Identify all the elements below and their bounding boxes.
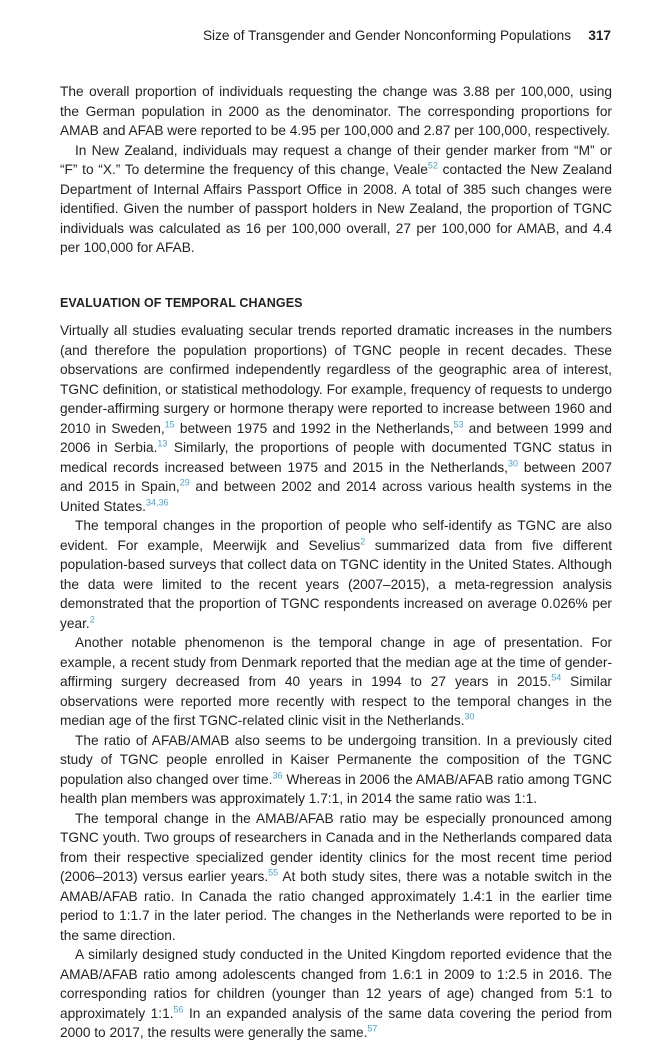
reference-link[interactable]: 54 [551,672,562,683]
paragraph-text: The ratio of AFAB/AMAB also seems to be undergoing transition. In a previously cited study of TGNC people enrolled in Kaiser Permanente the composition of the TGNC population also changed over time. [60,732,612,787]
paragraph-text: and between 2002 and 2014 across various health systems in the United States. [60,479,612,514]
paragraph-text: Similarly, the proportions of people with documented TGNC status in medical records increased between 1975 and 2015 in the Netherlands, [60,440,612,475]
page-number: 317 [588,28,611,43]
article-body [60,82,612,1043]
reference-link[interactable]: 30 [507,457,518,468]
paragraph-text: At both study sites, there was a notable switch in the AMAB/AFAB ratio. In Canada the ratio changed approximately 1.4:1 in the earlier time period to 1:1.7 in the later period. The changes in the Netherlands were reported to be in the same direction. [60,869,612,943]
paragraph-ratio-transition [60,731,612,809]
paragraph-text: In an expanded analysis of the same data covering the period from 2000 to 2017, the results were generally the same. [60,1005,612,1040]
paragraph-new-zealand [60,141,612,258]
paragraph-text: The overall proportion of individuals requesting the change was 3.88 per 100,000, using the German population in 2000 as the denominator. The corresponding proportions for AMAB and AFAB were reported to be 4.95 per 100,000 and 2.87 per 100,000, respectively. [60,84,612,138]
paragraph-text: Similar observations were reported more recently with respect to the temporal changes in the median age of the first TGNC-related clinic visit in the Netherlands. [60,674,612,728]
paragraph-text: A similarly designed study conducted in the United Kingdom reported evidence that the AMAB/AFAB ratio among adolescents changed from 1.6:1 in 2009 to 1:2.5 in 2016. The corresponding ratios for children (younger than 12 years of age) changed from 5:1 to approximately 1:1. [60,947,612,1021]
paragraph-text: Virtually all studies evaluating secular trends reported dramatic increases in the numbers (and therefore the population proportions) of TGNC people in recent decades. These observations are confirmed independently regardless of the geographic area of interest, TGNC definition, or statistical methodology. For example, frequency of requests to undergo gender-affirming surgery or hormone therapy were reported to increase between 1960 and 2010 in Sweden, [60,323,612,436]
reference-link[interactable]: 36 [272,769,283,780]
reference-link[interactable]: 56 [173,1003,184,1014]
running-title: Size of Transgender and Gender Nonconforming Populations [202,28,571,43]
reference-link[interactable]: 53 [453,418,464,429]
paragraph-age-presentation [60,633,612,731]
paragraph-text: Another notable phenomenon is the temporal change in age of presentation. For example, a recent study from Denmark reported that the median age at the time of gender-affirming surgery decreased from 40 years in 1994 to 27 years in 2015. [60,635,612,689]
reference-link[interactable]: 2 [89,613,95,624]
paragraph-secular-trends [60,321,612,516]
paragraph-text: between 1975 and 1992 in the Netherlands, [174,420,454,436]
paragraph-text: The temporal change in the AMAB/AFAB ratio may be especially pronounced among TGNC youth. Two groups of researchers in Canada and in the Netherlands compared data from their respective specialized gender identity clinics for the most recent time period (2006–2013) versus earlier years. [60,810,612,884]
paragraph-text: summarized data from five different population-based surveys that collect data on TGNC identity in the United States. Although the data were limited to the recent years (2007–2015), a meta-regression analysis demonstrated that the proportion of TGNC respondents increased on average 0.026% per year. [60,537,612,631]
paragraph-text: contacted the New Zealand Department of Internal Affairs Passport Office in 2008. A total of 385 such changes were identified. Given the number of passport holders in New Zealand, the proportion of TGNC individuals was calculated as 16 per 100,000 overall, 27 per 100,000 for AMAB, and 4.4 per 100,000 for AFAB. [60,162,612,255]
reference-link[interactable]: 13 [157,438,168,449]
paragraph-text: The temporal changes in the proportion of people who self-identify as TGNC are also evident. For example, Meerwijk and Sevelius [60,518,612,553]
reference-link[interactable]: 30 [464,711,475,722]
reference-link[interactable]: 52 [427,160,438,171]
paragraph-united-kingdom [60,945,612,1043]
reference-link[interactable]: 55 [268,867,279,878]
paragraph-text: In New Zealand, individuals may request a change of their gender marker from “M” or “F” to “X.” To determine the frequency of this change, Veale [60,142,612,177]
reference-link[interactable]: 57 [367,1023,378,1034]
paragraph-german-proportion [60,82,612,141]
paragraph-text: and between 1999 and 2006 in Serbia. [60,420,612,455]
paragraph-youth-ratio [60,809,612,946]
paragraph-text: between 2007 and 2015 in Spain, [60,459,612,494]
section-heading: EVALUATION OF TEMPORAL CHANGES [60,295,303,310]
reference-link[interactable]: 15 [164,418,175,429]
reference-link[interactable]: 29 [179,477,190,488]
reference-link[interactable]: 2 [360,535,366,546]
running-header [60,27,611,45]
paragraph-self-identify [60,516,612,633]
reference-link[interactable]: 34,36 [145,496,169,507]
paragraph-text: Whereas in 2006 the AMAB/AFAB ratio among TGNC health plan members was approximately 1.7:1, in 2014 the same ratio was 1:1. [60,771,612,806]
